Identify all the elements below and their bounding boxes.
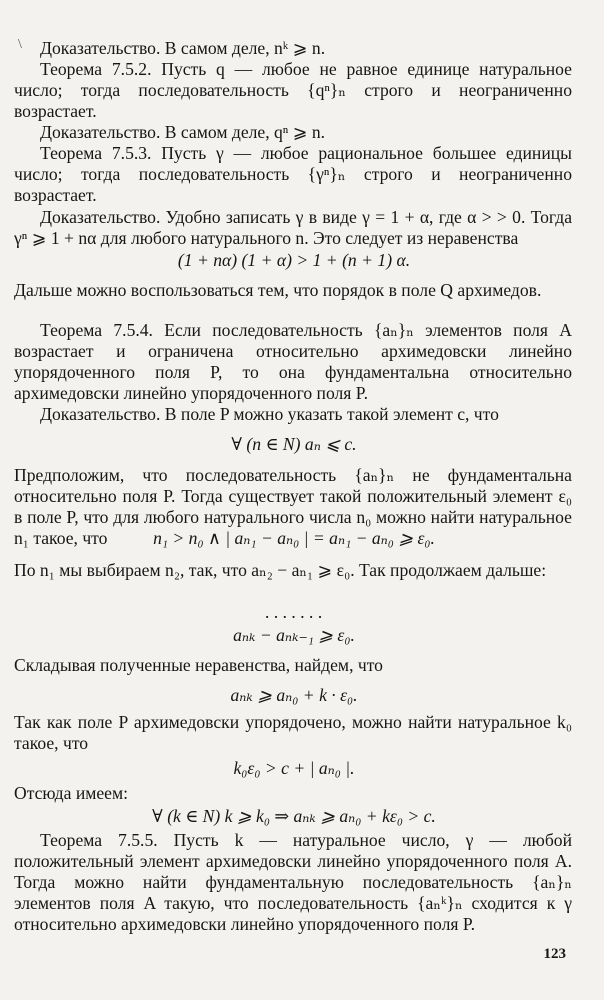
theorem-7-5-5: Теорема 7.5.5. Пусть k — натуральное число, γ — любой положительный элемент архимедовски линейно упорядоченного поля A. Тогда можно найти фундаментальную последовательность {aₙ}ₙ элементов поля A такую, что последовательность {aₙᵏ}ₙ сходится к γ относительно архимедовски линейно упорядоченного поля P.: [14, 830, 572, 934]
formula-dots: . . . . . . .: [265, 602, 323, 622]
formula-inequality-1: (1 + nα) (1 + α) > 1 + (n + 1) α.: [177, 250, 411, 270]
proof-7-5-2: Доказательство. В самом деле, qⁿ ⩾ n.: [40, 122, 326, 142]
archimedean-paragraph: Так как поле P архимедовски упорядочено, можно найти натуральное k₀ такое, что: [14, 712, 572, 753]
sum-paragraph: Складывая полученные неравенства, найдем, что: [14, 655, 383, 675]
hence-line: Отсюда имеем:: [14, 783, 129, 803]
formula-conclusion: ∀ (k ∈ N) k ⩾ k₀ ⇒ aₙₖ ⩾ aₙ₀ + kε₀ > c.: [152, 806, 436, 826]
theorem-7-5-3: Теорема 7.5.3. Пусть γ — любое рациональное большее единицы число; тогда последовательность {γⁿ}ₙ строго и неограниченно возрастает.: [14, 143, 572, 205]
scan-mark: \: [18, 37, 22, 52]
formula-bound: ∀ (n ∈ N) aₙ ⩽ c.: [231, 434, 357, 454]
formula-n1: n₁ > n₀ ∧ | aₙ₁ − aₙ₀ | = aₙ₁ − aₙ₀ ⩾ ε₀.: [153, 528, 435, 548]
page-number: 123: [543, 946, 566, 962]
proof-7-5-3: Доказательство. Удобно записать γ в виде γ = 1 + α, где α > > 0. Тогда γⁿ ⩾ 1 + nα для любого натурального n. Это следует из неравенства: [14, 207, 572, 248]
proof-continuation: Дальше можно воспользоваться тем, что порядок в поле Q архимедов.: [14, 280, 542, 300]
theorem-7-5-2: Теорема 7.5.2. Пусть q — любое не равное единице натуральное число; тогда последовательность {qⁿ}ₙ строго и неограниченно возрастает.: [14, 59, 572, 121]
choose-n2-paragraph: По n₁ мы выбираем n₂, так, что aₙ₂ − aₙ₁ ⩾ ε₀. Так продолжаем дальше:: [14, 560, 547, 580]
assumption-paragraph: Предположим, что последовательность {aₙ}ₙ не фундаментальна относительно поля P. Тогда существует такой положительный элемент ε₀ в поле P, что для любого натурального числа n₀ можно найти натуральное n₁ такое, что: [14, 465, 572, 548]
proof-7-5-1: Доказательство. В самом деле, nᵏ ⩾ n.: [40, 38, 326, 58]
proof-7-5-4: Доказательство. В поле P можно указать такой элемент c, что: [40, 404, 499, 424]
formula-nk: aₙₖ − aₙₖ₋₁ ⩾ ε₀.: [233, 625, 355, 645]
theorem-7-5-4: Теорема 7.5.4. Если последовательность {aₙ}ₙ элементов поля A возрастает и ограничена относительно архимедовски линейно упорядоченного поля P, то она фундаментальна относительно архимедовски линейно упорядоченного поля P.: [14, 320, 572, 403]
formula-sum: aₙₖ ⩾ aₙ₀ + k · ε₀.: [230, 685, 358, 705]
formula-k0: k₀ε₀ > c + | aₙ₀ |.: [233, 758, 355, 778]
